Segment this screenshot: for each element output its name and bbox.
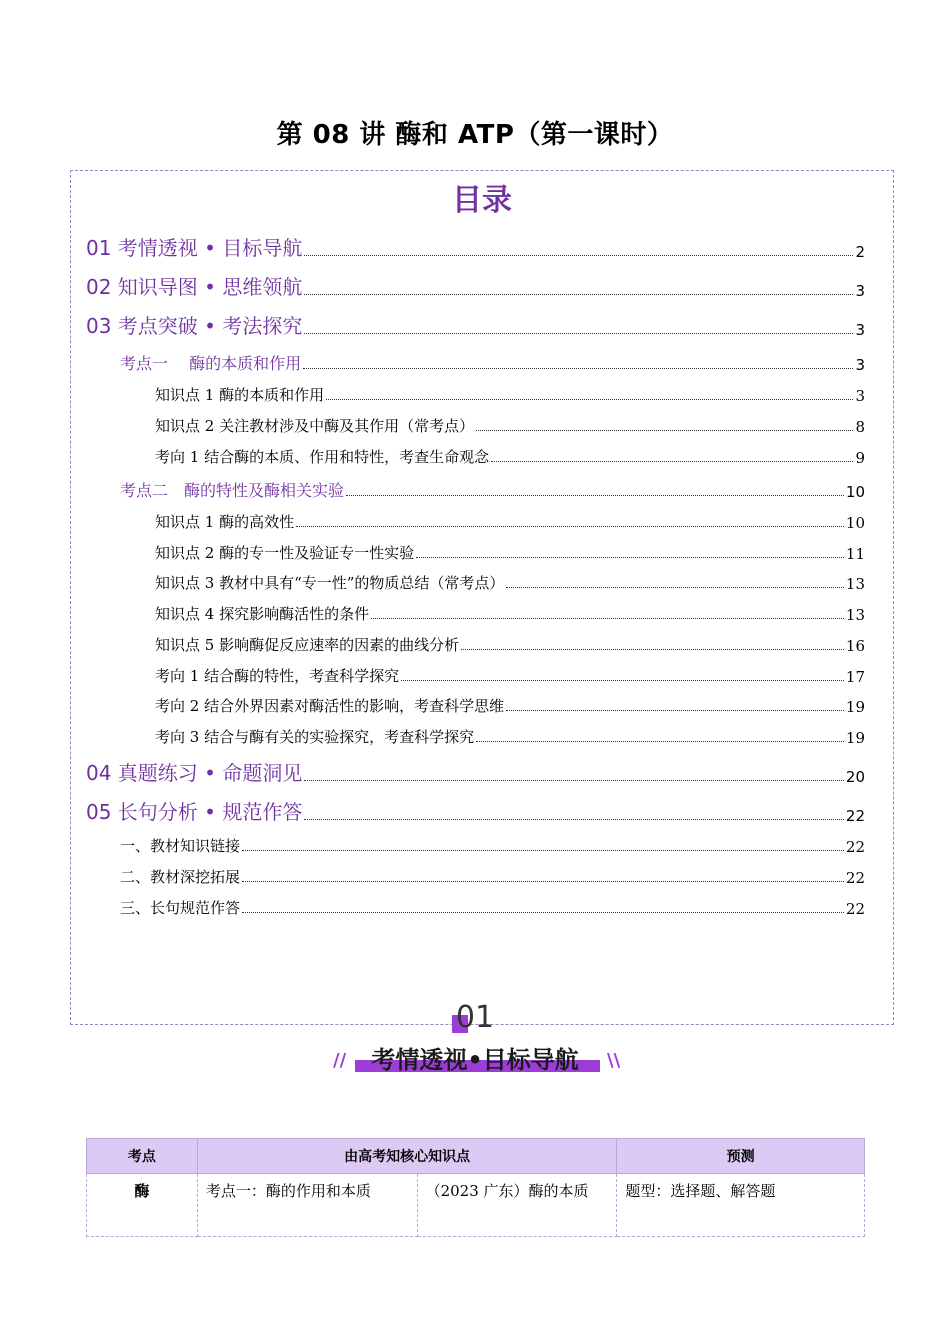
- toc-page-number: 8: [855, 418, 865, 436]
- toc-entry-label: 01 考情透视 • 目标导航: [86, 236, 303, 260]
- toc-entry-kaodian-1[interactable]: [120, 350, 865, 374]
- toc-page-number: 10: [845, 514, 865, 532]
- toc-page-number: 19: [845, 729, 865, 747]
- cell-exam-source: （2023 广东）酶的本质: [417, 1174, 617, 1237]
- toc-entry-label: 知识点 1 酶的高效性: [155, 513, 295, 531]
- toc-page-number: 22: [845, 869, 865, 887]
- toc-entry-04[interactable]: [86, 758, 865, 786]
- toc-page-number: 10: [845, 483, 865, 501]
- toc-heading: 目录: [452, 183, 512, 218]
- toc-leader: [296, 525, 844, 527]
- toc-entry-label: 考向 1 结合酶的特性，考查科学探究: [155, 667, 400, 685]
- left-slash-mark: //: [333, 1050, 347, 1071]
- table-header-row: [87, 1139, 865, 1174]
- toc-entry-02[interactable]: [86, 272, 865, 300]
- exam-analysis-table: [86, 1138, 865, 1237]
- toc-entry-label: 考向 1 结合酶的本质、作用和特性，考查生命观念: [155, 448, 490, 466]
- toc-leader: [401, 679, 844, 681]
- toc-entry-05-3[interactable]: [120, 896, 865, 918]
- toc-entry-label: 三、长句规范作答: [120, 899, 241, 917]
- toc-leader: [242, 880, 844, 882]
- document-title: 第 08 讲 酶和 ATP（第一课时）: [276, 120, 674, 150]
- toc-leader: [506, 586, 843, 588]
- toc-page-number: 16: [845, 637, 865, 655]
- toc-entry-label: 04 真题练习 • 命题洞见: [86, 761, 303, 785]
- toc-entry-label: 一、教材知识链接: [120, 837, 241, 855]
- toc-entry-zhishidian-2-4[interactable]: [155, 602, 865, 624]
- toc-entry-label: 知识点 1 酶的本质和作用: [155, 386, 325, 404]
- toc-leader: [304, 779, 844, 781]
- toc-entry-label: 知识点 2 关注教材涉及中酶及其作用（常考点）: [155, 417, 475, 435]
- toc-page-number: 3: [855, 387, 865, 405]
- toc-leader: [506, 709, 844, 711]
- toc-entry-05[interactable]: [86, 797, 865, 825]
- toc-entry-label: 考点二 酶的特性及酶相关实验: [120, 481, 345, 500]
- header-forecast: 预测: [617, 1139, 865, 1174]
- toc-leader: [242, 849, 844, 851]
- section-title: 考情透视•目标导航: [371, 1046, 579, 1074]
- toc-entry-zhishidian-2-1[interactable]: [155, 510, 865, 532]
- toc-entry-label: 考点一 酶的本质和作用: [120, 354, 302, 373]
- toc-entry-label: 知识点 5 影响酶促反应速率的因素的曲线分析: [155, 636, 460, 654]
- toc-entry-label: 考向 3 结合与酶有关的实验探究，考查科学探究: [155, 728, 475, 746]
- cell-knowledge-point: 考点一：酶的作用和本质: [197, 1174, 417, 1237]
- toc-page-number: 11: [845, 545, 865, 563]
- toc-page-number: 3: [855, 282, 865, 300]
- toc-leader: [303, 367, 853, 369]
- toc-entry-label: 考向 2 结合外界因素对酶活性的影响，考查科学思维: [155, 697, 505, 715]
- toc-leader: [304, 254, 853, 256]
- toc-entry-03[interactable]: [86, 311, 865, 339]
- toc-leader: [491, 460, 853, 462]
- cell-forecast: 题型：选择题、解答题: [617, 1174, 865, 1237]
- toc-entry-kaodian-2[interactable]: [120, 477, 865, 501]
- toc-entry-05-2[interactable]: [120, 865, 865, 887]
- toc-entry-label: 知识点 4 探究影响酶活性的条件: [155, 605, 370, 623]
- toc-page-number: 3: [855, 356, 865, 374]
- section-banner: [345, 1040, 605, 1074]
- toc-leader: [242, 911, 844, 913]
- toc-page-number: 3: [855, 321, 865, 339]
- toc-leader: [476, 429, 853, 431]
- toc-leader: [416, 556, 844, 558]
- toc-entry-label: 知识点 3 教材中具有“专一性”的物质总结（常考点）: [155, 574, 505, 592]
- toc-entry-kaoxiang-2-3[interactable]: [155, 725, 865, 747]
- toc-leader: [476, 740, 844, 742]
- toc-leader: [304, 293, 853, 295]
- table-row: [87, 1174, 865, 1237]
- toc-page-number: 17: [845, 668, 865, 686]
- right-slash-mark: \\: [607, 1050, 621, 1071]
- header-kaodian: 考点: [87, 1139, 198, 1174]
- toc-entry-zhishidian-2-3[interactable]: [155, 571, 865, 593]
- toc-leader: [346, 494, 844, 496]
- toc-page-number: 22: [845, 900, 865, 918]
- toc-entry-label: 知识点 2 酶的专一性及验证专一性实验: [155, 544, 415, 562]
- toc-entry-label: 02 知识导图 • 思维领航: [86, 275, 303, 299]
- toc-entry-zhishidian-2-5[interactable]: [155, 633, 865, 655]
- toc-page-number: 19: [845, 698, 865, 716]
- toc-leader: [326, 398, 853, 400]
- toc-entry-kaoxiang-2-2[interactable]: [155, 694, 865, 716]
- toc-page-number: 22: [845, 838, 865, 856]
- toc-leader: [304, 332, 853, 334]
- toc-leader: [371, 617, 844, 619]
- toc-page-number: 9: [855, 449, 865, 467]
- toc-entry-kaoxiang-1-1[interactable]: [155, 445, 865, 467]
- toc-entry-zhishidian-1-1[interactable]: [155, 383, 865, 405]
- toc-page-number: 13: [845, 606, 865, 624]
- toc-page-number: 22: [845, 807, 865, 825]
- toc-page-number: 13: [845, 575, 865, 593]
- toc-entry-01[interactable]: [86, 233, 865, 261]
- toc-entry-kaoxiang-2-1[interactable]: [155, 664, 865, 686]
- toc-page-number: 2: [855, 243, 865, 261]
- toc-entry-zhishidian-2-2[interactable]: [155, 541, 865, 563]
- toc-page-number: 20: [845, 768, 865, 786]
- header-core-knowledge: 由高考知核心知识点: [197, 1139, 616, 1174]
- section-number: 01: [455, 1000, 495, 1035]
- toc-leader: [461, 648, 844, 650]
- toc-entry-05-1[interactable]: [120, 834, 865, 856]
- toc-entry-label: 二、教材深挖拓展: [120, 868, 241, 886]
- table-of-contents: [70, 170, 894, 1025]
- cell-topic: 酶: [87, 1174, 198, 1237]
- toc-entry-label: 05 长句分析 • 规范作答: [86, 800, 303, 824]
- toc-leader: [304, 818, 844, 820]
- toc-entry-zhishidian-1-2[interactable]: [155, 414, 865, 436]
- toc-entry-label: 03 考点突破 • 考法探究: [86, 314, 303, 338]
